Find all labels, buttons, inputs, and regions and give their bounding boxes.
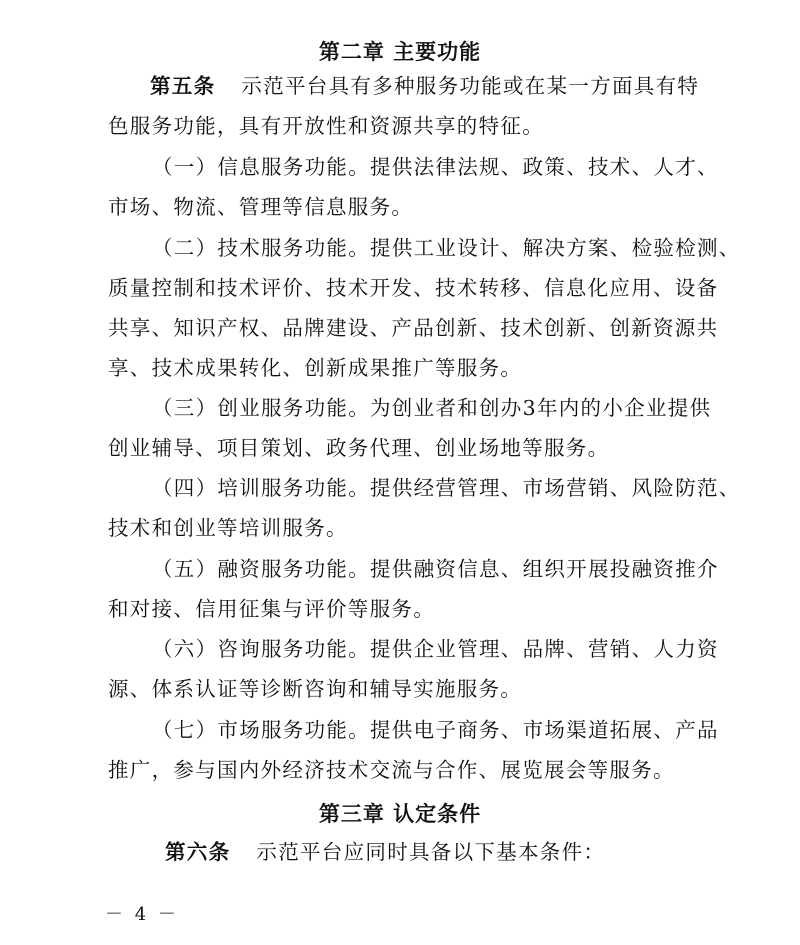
- item-3-line-2: 创业辅导、项目策划、政务代理、创业场地等服务。: [108, 436, 610, 460]
- item-6-line-1: （六）咨询服务功能。提供企业管理、品牌、营销、人力资: [152, 637, 719, 661]
- item-3-line-1: （三）创业服务功能。为创业者和创办3年内的小企业提供: [152, 396, 712, 420]
- article-5-first-line: [150, 76, 699, 97]
- article-5-text-line-2: 色服务功能，具有开放性和资源共享的特征。: [108, 114, 544, 138]
- item-5-line-2: 和对接、信用征集与评价等服务。: [108, 597, 435, 621]
- item-2-line-2: 质量控制和技术评价、技术开发、技术转移、信息化应用、设备: [108, 276, 719, 300]
- page-number: － 4 －: [105, 904, 179, 925]
- item-2-line-1: （二）技术服务功能。提供工业设计、解决方案、检验检测、: [152, 236, 741, 260]
- article-5-text-line-1: 示范平台具有多种服务功能或在某一方面具有特: [241, 74, 700, 98]
- item-1-line-2: 市场、物流、管理等信息服务。: [108, 195, 414, 219]
- chapter-3-heading: 第三章 认定条件: [318, 802, 482, 826]
- article-6-label: 第六条: [165, 840, 231, 864]
- item-5-line-1: （五）融资服务功能。提供融资信息、组织开展投融资推介: [152, 557, 719, 581]
- article-6-line: [165, 842, 605, 863]
- item-7-line-2: 推广，参与国内外经济技术交流与合作、展览展会等服务。: [108, 758, 675, 782]
- chapter-2-heading: 第二章 主要功能: [318, 40, 482, 64]
- item-4-line-2: 技术和创业等培训服务。: [108, 516, 348, 540]
- item-4-line-1: （四）培训服务功能。提供经营管理、市场营销、风险防范、: [152, 476, 741, 500]
- article-5-label: 第五条: [150, 74, 216, 98]
- item-2-line-3: 共享、知识产权、品牌建设、产品创新、技术创新、创新资源共: [108, 316, 719, 340]
- item-7-line-1: （七）市场服务功能。提供电子商务、市场渠道拓展、产品: [152, 718, 719, 742]
- item-1-line-1: （一）信息服务功能。提供法律法规、政策、技术、人才、: [152, 155, 719, 179]
- item-2-line-4: 享、技术成果转化、创新成果推广等服务。: [108, 356, 523, 380]
- article-6-text: 示范平台应同时具备以下基本条件：: [256, 840, 606, 864]
- item-6-line-2: 源、体系认证等诊断咨询和辅导实施服务。: [108, 677, 523, 701]
